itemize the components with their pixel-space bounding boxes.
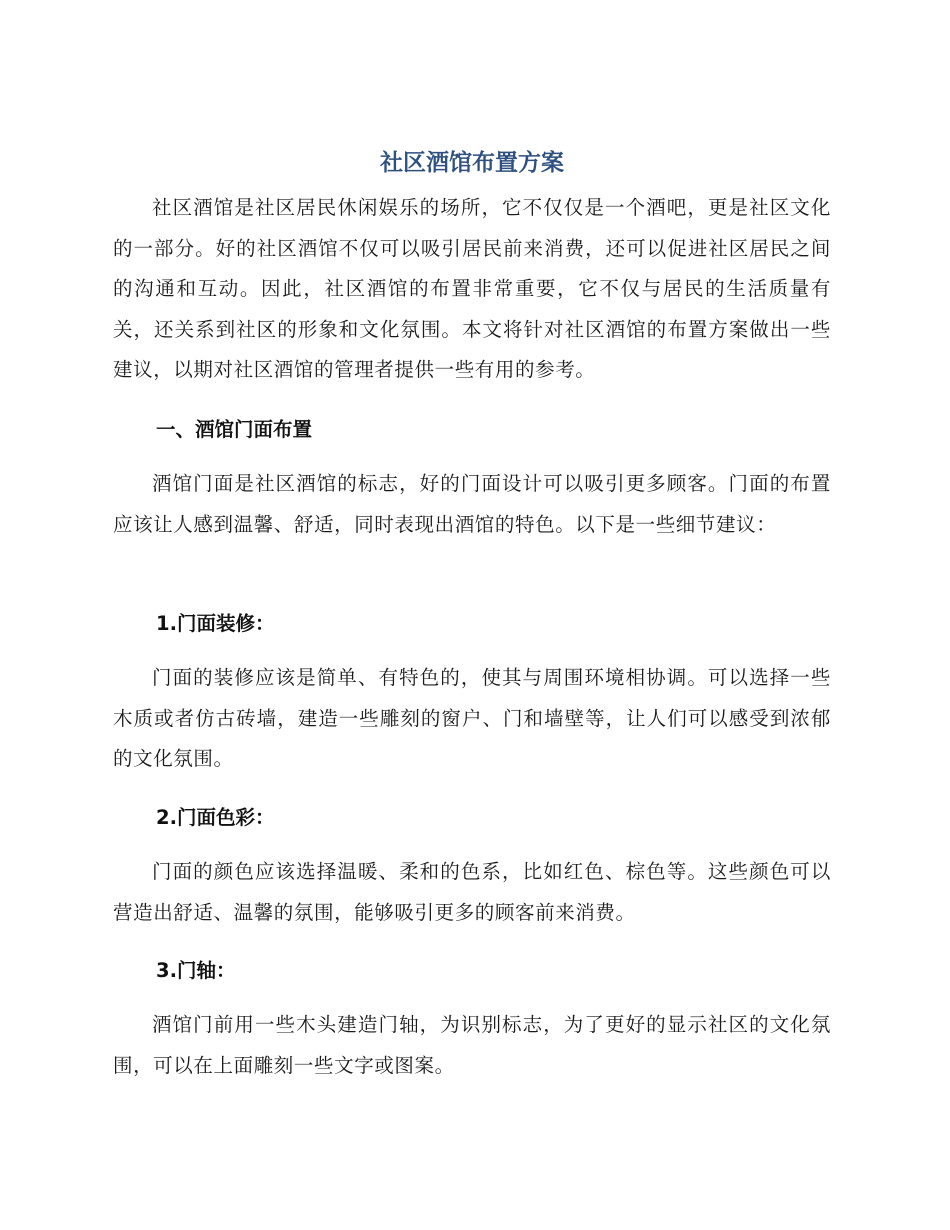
section-heading-storefront: 一、酒馆门面布置	[156, 418, 313, 441]
subsection-paragraph-color: 门面的颜色应该选择温暖、柔和的色系，比如红色、棕色等。这些颜色可以营造出舒适、温馨的氛围，能够吸引更多的顾客前来消费。	[113, 860, 831, 924]
intro-paragraph: 社区酒馆是社区居民休闲娱乐的场所，它不仅仅是一个酒吧，更是社区文化的一部分。好的社区酒馆不仅可以吸引居民前来消费，还可以促进社区居民之间的沟通和互动。因此，社区酒馆的布置非常重要，它不仅与居民的生活质量有关，还关系到社区的形象和文化氛围。本文将针对社区酒馆的布置方案做出一些建议，以期对社区酒馆的管理者提供一些有用的参考。	[113, 196, 831, 382]
subsection-paragraph-decoration: 门面的装修应该是简单、有特色的，使其与周围环境相协调。可以选择一些木质或者仿古砖墙，建造一些雕刻的窗户、门和墙壁等，让人们可以感受到浓郁的文化氛围。	[113, 666, 831, 771]
subsection-heading-door-axis: 3.门轴：	[156, 959, 236, 982]
section-intro-paragraph: 酒馆门面是社区酒馆的标志，好的门面设计可以吸引更多顾客。门面的布置应该让人感到温馨、舒适，同时表现出酒馆的特色。以下是一些细节建议：	[113, 472, 831, 536]
subsection-heading-color: 2.门面色彩：	[156, 806, 275, 829]
document-title: 社区酒馆布置方案	[380, 150, 564, 176]
subsection-heading-decoration: 1.门面装修：	[156, 612, 275, 635]
subsection-paragraph-door-axis: 酒馆门前用一些木头建造门轴，为识别标志，为了更好的显示社区的文化氛围，可以在上面雕刻一些文字或图案。	[113, 1013, 831, 1077]
